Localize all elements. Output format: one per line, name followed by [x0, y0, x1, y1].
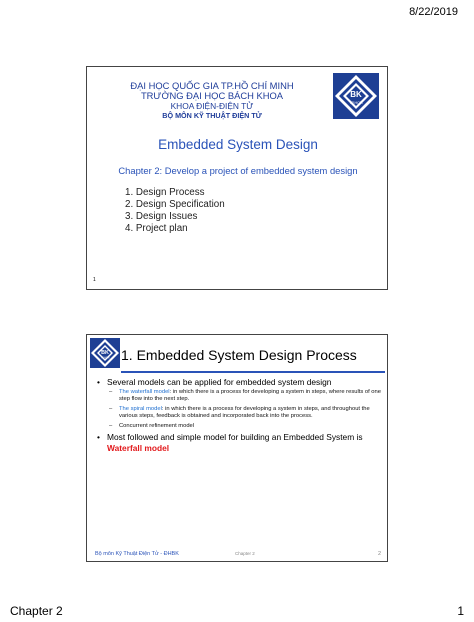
page-footer-number: 1: [457, 604, 464, 618]
concurrent-label: Concurrent refinement model: [119, 422, 195, 429]
header-divider: [121, 371, 385, 373]
bullet-item: • Several models can be applied for embedded system design: [95, 377, 383, 388]
bk-logo-icon: [90, 338, 120, 368]
logo-subtext: TP.HCM: [100, 356, 110, 360]
slide-2: [86, 334, 388, 562]
slide-body: [95, 377, 383, 454]
page-date: 8/22/2019: [409, 6, 458, 18]
slide-number: 1: [93, 277, 96, 283]
spiral-description: : in which there is a process for developing a system in steps, and throughout the various steps, feedback is obtained and incorporated back into the process.: [119, 405, 370, 420]
spiral-label: The spiral model: [119, 405, 162, 412]
university-header: [87, 81, 337, 121]
slide-number: 2: [377, 551, 381, 557]
bullet-text: Most followed and simple model for building an Embedded System is: [107, 432, 363, 443]
chapter-subtitle: Chapter 2: Develop a project of embedded system design: [118, 165, 358, 176]
university-line-1: ĐẠI HỌC QUỐC GIA TP.HỒ CHÍ MINH: [130, 80, 294, 91]
logo-text: BK: [101, 350, 109, 356]
bk-logo-icon: [333, 73, 379, 119]
university-line-4: BỘ MÔN KỸ THUẬT ĐIỆN TỬ: [162, 111, 262, 120]
bullet-item: [95, 432, 383, 453]
slide-header: [87, 335, 387, 373]
slide-title: Embedded System Design: [158, 137, 318, 152]
toc-item: 1. Design Process: [125, 187, 205, 198]
toc-item: 3. Design Issues: [125, 211, 198, 222]
slide-title: 1. Embedded System Design Process: [121, 347, 357, 363]
toc-item: 4. Project plan: [125, 223, 188, 234]
waterfall-label: The waterfall model: [119, 388, 170, 395]
page-footer-chapter: Chapter 2: [10, 604, 63, 618]
sub-bullet-item: – The spiral model: in which there is a process for developing a system in steps, and throughout the various steps, feedback is obtained and incorporated back into the process.: [109, 405, 370, 420]
slide-footer-mid: Chapter 2: [235, 551, 255, 556]
logo-subtext: TP.HCM: [349, 101, 363, 105]
toc-item: 2. Design Specification: [125, 199, 225, 210]
logo-text: BK: [350, 90, 362, 99]
table-of-contents: [125, 187, 225, 235]
university-line-2: TRƯỜNG ĐẠI HỌC BÁCH KHOA: [140, 90, 284, 101]
sub-bullet-item: – The waterfall model: in which there is a process for developing a system in steps, where results of one step flow into the next step.: [109, 388, 381, 403]
sub-bullet-item: – Concurrent refinement model: [109, 422, 195, 429]
waterfall-description: : in which there is a process for developing a system in steps, where results of one step flow into the next step.: [119, 388, 381, 403]
university-line-3: KHOA ĐIỆN-ĐIỆN TỬ: [170, 101, 254, 111]
slide-1: [86, 66, 388, 290]
waterfall-highlight: Waterfall model: [107, 442, 170, 453]
slide-footer-left: Bộ môn Kỹ Thuật Điện Tử - ĐHBK: [95, 551, 179, 557]
